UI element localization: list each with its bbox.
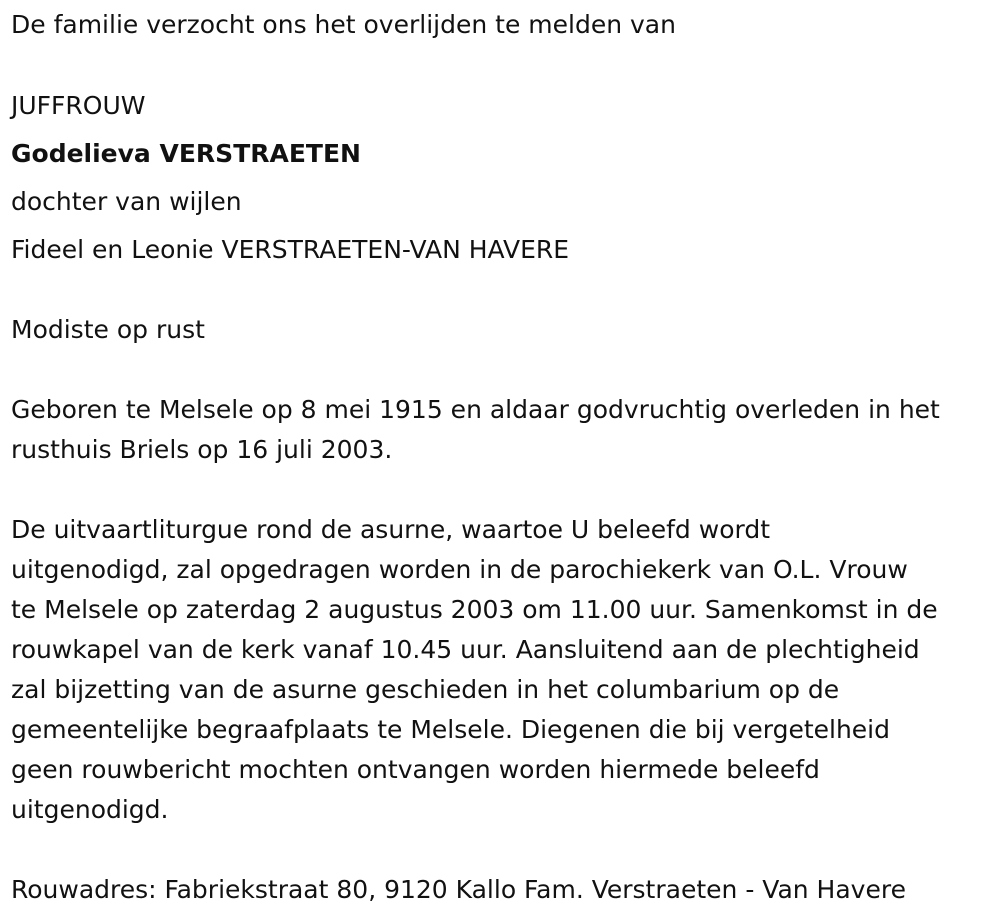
paragraph-line: Geboren te Melsele op 8 mei 1915 en aldaar godvruchtig overleden in het bbox=[11, 395, 940, 424]
parents-names: Fideel en Leonie VERSTRAETEN-VAN HAVERE bbox=[11, 235, 570, 264]
intro-text: De familie verzocht ons het overlijden te melden van bbox=[11, 10, 676, 39]
paragraph-line: uitgenodigd. bbox=[11, 795, 169, 824]
occupation-text: Modiste op rust bbox=[11, 315, 205, 344]
honorific-title: JUFFROUW bbox=[11, 91, 146, 120]
mourning-address: Rouwadres: Fabriekstraat 80, 9120 Kallo Fam. Verstraeten - Van Havere bbox=[11, 875, 906, 904]
paragraph-line: te Melsele op zaterdag 2 augustus 2003 om 11.00 uur. Samenkomst in de bbox=[11, 595, 938, 624]
paragraph-line: rusthuis Briels op 16 juli 2003. bbox=[11, 435, 393, 464]
paragraph-line: geen rouwbericht mochten ontvangen worden hiermede beleefd bbox=[11, 755, 820, 784]
paragraph-line: uitgenodigd, zal opgedragen worden in de parochiekerk van O.L. Vrouw bbox=[11, 555, 908, 584]
paragraph-line: rouwkapel van de kerk vanaf 10.45 uur. Aansluitend aan de plechtigheid bbox=[11, 635, 920, 664]
paragraph-line: gemeentelijke begraafplaats te Melsele. Diegenen die bij vergetelheid bbox=[11, 715, 890, 744]
deceased-name: Godelieva VERSTRAETEN bbox=[11, 139, 361, 168]
paragraph-line: De uitvaartliturgue rond de asurne, waartoe U beleefd wordt bbox=[11, 515, 770, 544]
paragraph-line: zal bijzetting van de asurne geschieden in het columbarium op de bbox=[11, 675, 840, 704]
relation-text: dochter van wijlen bbox=[11, 187, 242, 216]
